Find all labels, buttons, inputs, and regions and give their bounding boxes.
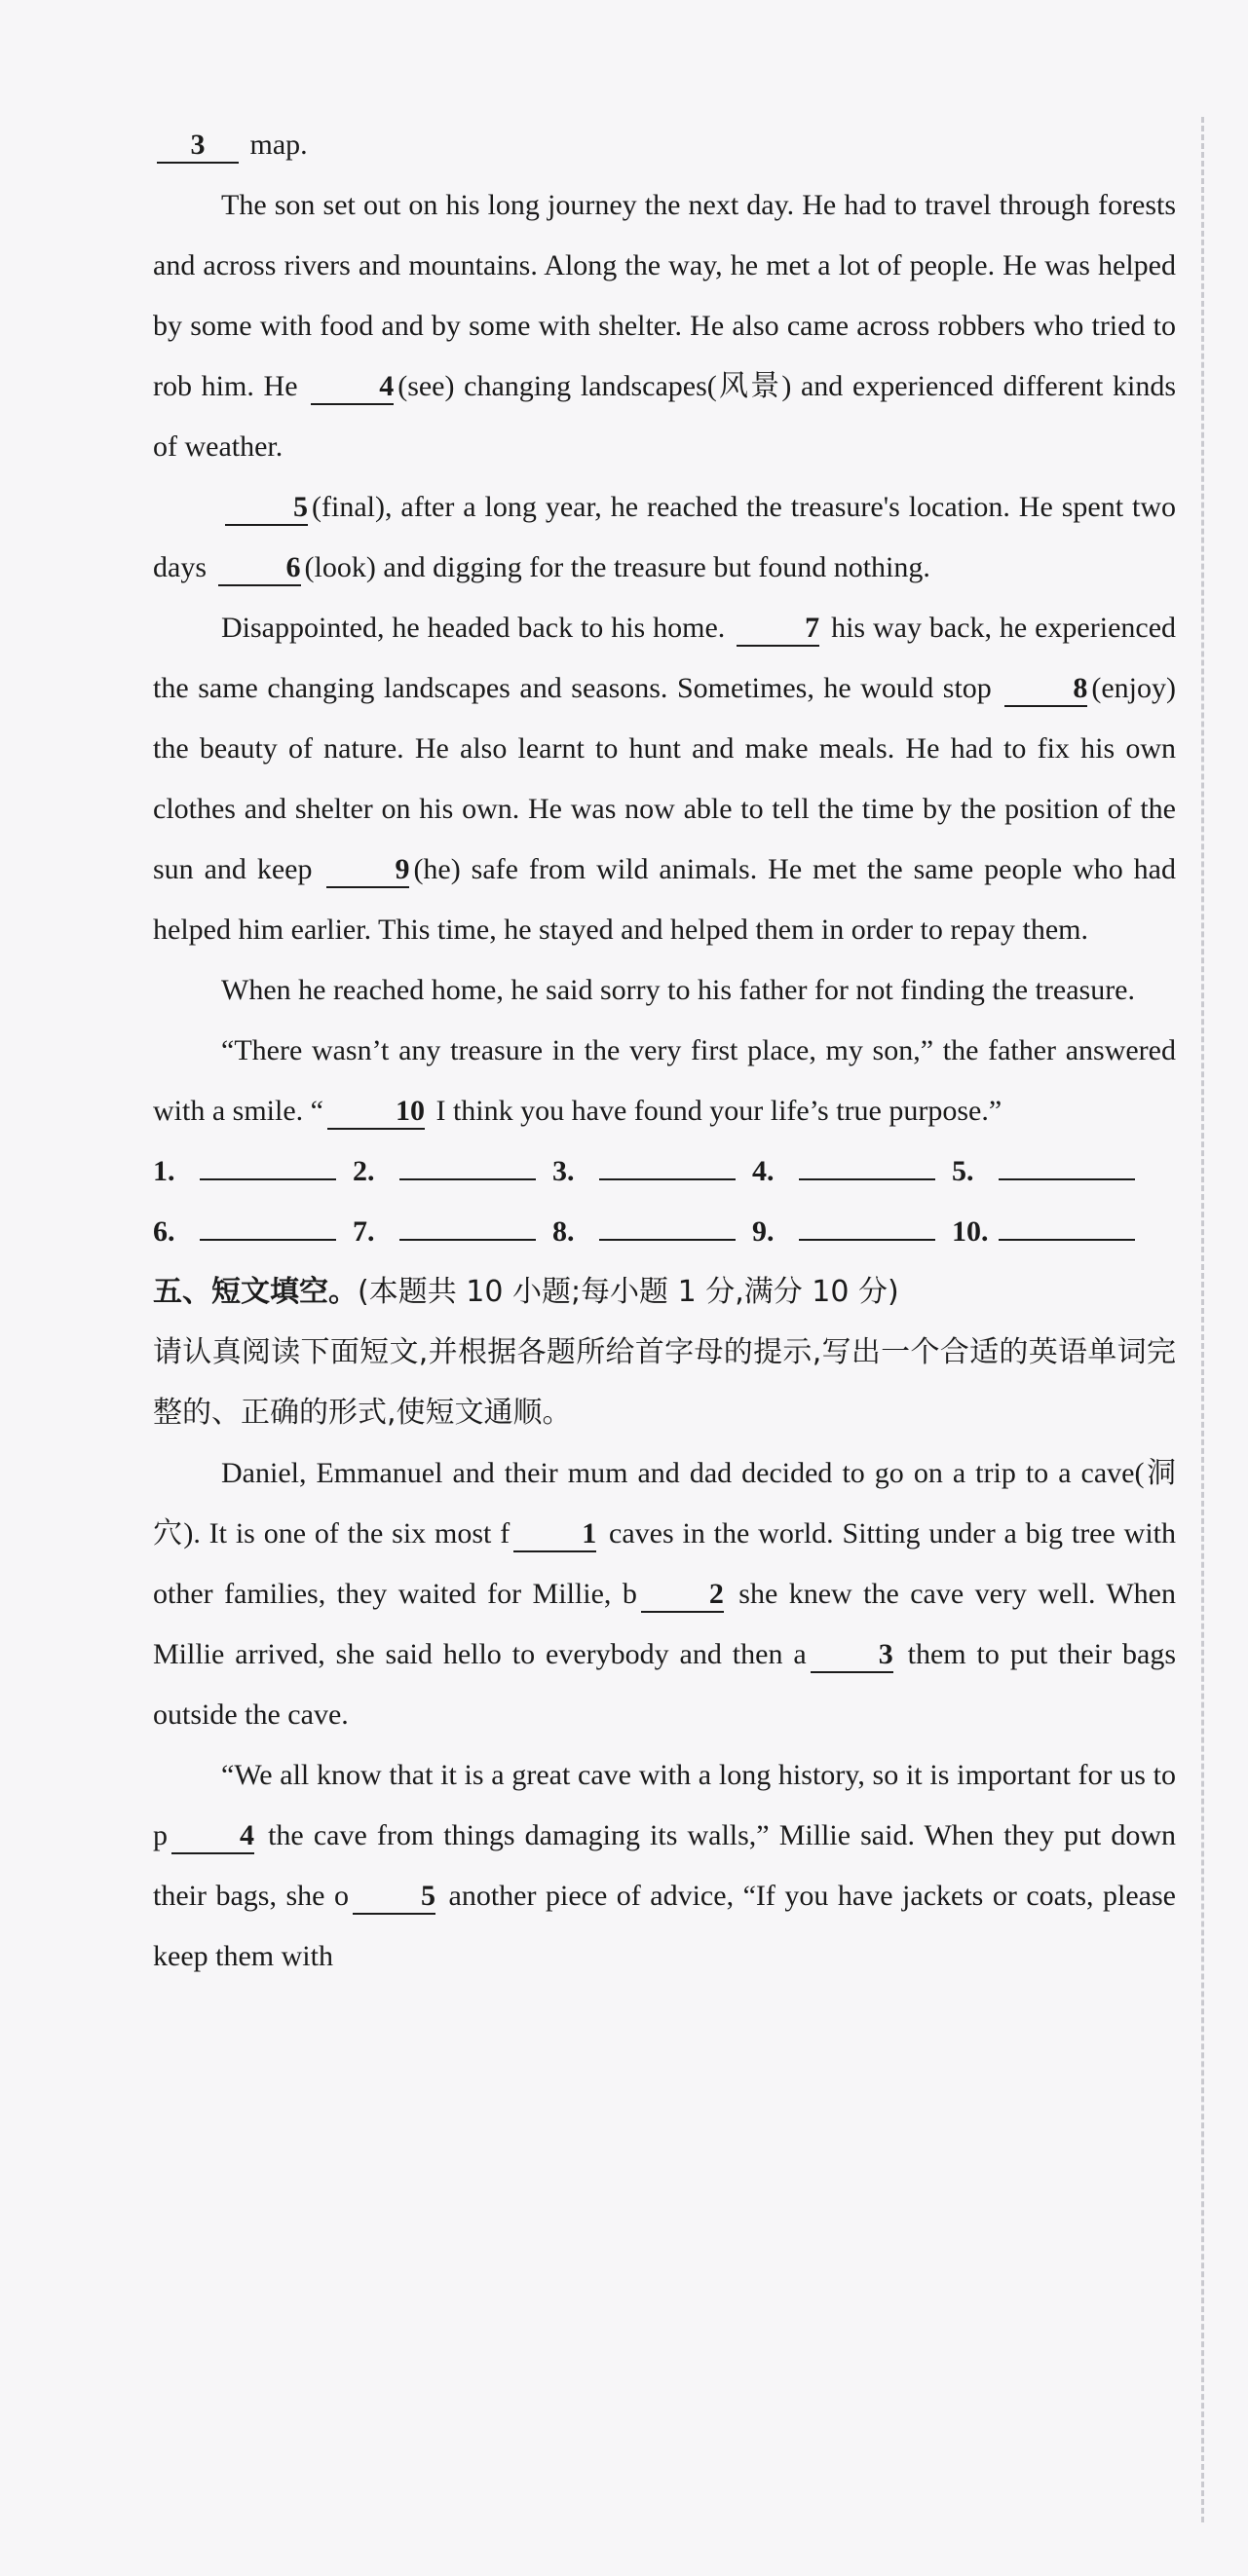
answer-line[interactable] [999, 1149, 1135, 1180]
paragraph-text: (look) and digging for the treasure but found nothing. [304, 551, 930, 583]
paragraph-text: caves in the world. Sitting under a big tree with other families, they waited for Millie, b [153, 1517, 1176, 1610]
answer-slot[interactable] [752, 1202, 952, 1262]
answer-number: 8. [552, 1215, 575, 1248]
paragraph-text: (final), after a long year, he reached the treasure's location. He spent two days [153, 491, 1176, 583]
passage-cave-intro [153, 1443, 1176, 1745]
paragraph-text: “We all know that it is a great cave with a long history, so it is important for us to p [153, 1759, 1176, 1851]
paragraph-journey [153, 175, 1176, 477]
blank-p2-4[interactable]: 4 [171, 1819, 254, 1854]
answer-slot[interactable] [153, 1141, 353, 1202]
paragraph-home: When he reached home, he said sorry to his father for not finding the treasure. [221, 974, 1135, 1006]
section-title: 五、短文填空。 [153, 1275, 358, 1309]
paragraph-father [153, 1021, 1176, 1141]
paragraph-text: his way back, he experienced the same changing landscapes and seasons. Sometimes, he would stop [153, 612, 1177, 704]
answer-number: 1. [153, 1155, 175, 1187]
answer-line[interactable] [599, 1210, 736, 1241]
blank-p2-5[interactable]: 5 [353, 1880, 435, 1915]
paragraph-text: (see) changing landscapes(风景) and experienced different kinds of weather. [153, 370, 1177, 463]
answer-line[interactable] [799, 1149, 935, 1180]
answer-number: 2. [353, 1155, 375, 1187]
answer-slot[interactable] [353, 1202, 552, 1262]
continuation-text: map. [243, 129, 308, 161]
answer-line[interactable] [200, 1149, 336, 1180]
blank-5[interactable]: 5 [225, 491, 308, 526]
paragraph-text: I think you have found your life’s true purpose.” [435, 1095, 1002, 1127]
answer-slot[interactable] [952, 1141, 1152, 1202]
answer-number: 3. [552, 1155, 575, 1187]
continuation-line [153, 115, 1176, 175]
blank-p2-1[interactable]: 1 [513, 1517, 596, 1552]
paragraph-location [153, 477, 1176, 598]
answer-slot[interactable] [552, 1141, 752, 1202]
answer-line[interactable] [399, 1210, 536, 1241]
section-instruction: 请认真阅读下面短文,并根据各题所给首字母的提示,写出一个合适的英语单词完整的、正确的形式,使短文通顺。 [153, 1335, 1176, 1430]
blank-p2-3[interactable]: 3 [811, 1638, 893, 1673]
paragraph-text: the cave from things damaging its walls,” Millie said. When they put down their bags, she o [153, 1819, 1177, 1912]
paragraph-text: she knew the cave very well. When Millie arrived, she said hello to everybody and then a [153, 1578, 1176, 1670]
blank-p2-2[interactable]: 2 [641, 1578, 724, 1613]
paragraph-text: (enjoy) the beauty of nature. He also learnt to hunt and make meals. He had to fix his own clothes and shelter on his own. He was now able to tell the time by the position of the sun and keep [153, 672, 1176, 885]
paragraph-text: The son set out on his long journey the next day. He had to travel through forests and across rivers and mountains. Along the way, he met a lot of people. He was helped by some with food and by some with shelter. He also came across robbers who tried to rob him. He [153, 189, 1176, 402]
blank-9[interactable]: 9 [326, 853, 409, 888]
passage-cave-advice [153, 1745, 1176, 1987]
answer-number: 10. [952, 1215, 989, 1248]
answer-number: 7. [353, 1215, 375, 1248]
blank-3[interactable]: 3 [157, 129, 239, 164]
answer-slot[interactable] [552, 1202, 752, 1262]
paragraph-text: Daniel, Emmanuel and their mum and dad decided to go on a trip to a cave(洞穴). It is one of the six most f [153, 1457, 1176, 1549]
answer-row-1 [153, 1141, 1176, 1202]
answer-slot[interactable] [952, 1202, 1152, 1262]
answer-number: 5. [952, 1155, 974, 1187]
blank-7[interactable]: 7 [737, 612, 819, 647]
answer-area [153, 1141, 1176, 1262]
answer-line[interactable] [599, 1149, 736, 1180]
paragraph-text: another piece of advice, “If you have jackets or coats, please keep them with [153, 1880, 1176, 1972]
answer-slot[interactable] [353, 1141, 552, 1202]
answer-number: 9. [752, 1215, 775, 1248]
answer-slot[interactable] [153, 1202, 353, 1262]
answer-slot[interactable] [752, 1141, 952, 1202]
answer-line[interactable] [999, 1210, 1135, 1241]
blank-8[interactable]: 8 [1004, 672, 1087, 707]
answer-number: 4. [752, 1155, 775, 1187]
blank-6[interactable]: 6 [218, 551, 301, 586]
blank-10[interactable]: 10 [327, 1095, 425, 1130]
blank-4[interactable]: 4 [311, 370, 394, 405]
answer-number: 6. [153, 1215, 175, 1248]
page-content [153, 115, 1176, 1987]
paragraph-text: “There wasn’t any treasure in the very first place, my son,” the father answered with a smile. “ [153, 1034, 1176, 1127]
answer-line[interactable] [399, 1149, 536, 1180]
paragraph-text: Disappointed, he headed back to his home. [221, 612, 726, 644]
paragraph-return [153, 598, 1176, 960]
answer-line[interactable] [200, 1210, 336, 1241]
answer-line[interactable] [799, 1210, 935, 1241]
section-heading [153, 1262, 1176, 1323]
margin-divider [1201, 117, 1204, 2522]
paragraph-text: (he) safe from wild animals. He met the same people who had helped him earlier. This time, he stayed and helped them in order to repay them. [153, 853, 1176, 946]
answer-row-2 [153, 1202, 1176, 1262]
paragraph-text: them to put their bags outside the cave. [153, 1638, 1176, 1731]
section-note: (本题共 10 小题;每小题 1 分,满分 10 分) [358, 1275, 899, 1309]
